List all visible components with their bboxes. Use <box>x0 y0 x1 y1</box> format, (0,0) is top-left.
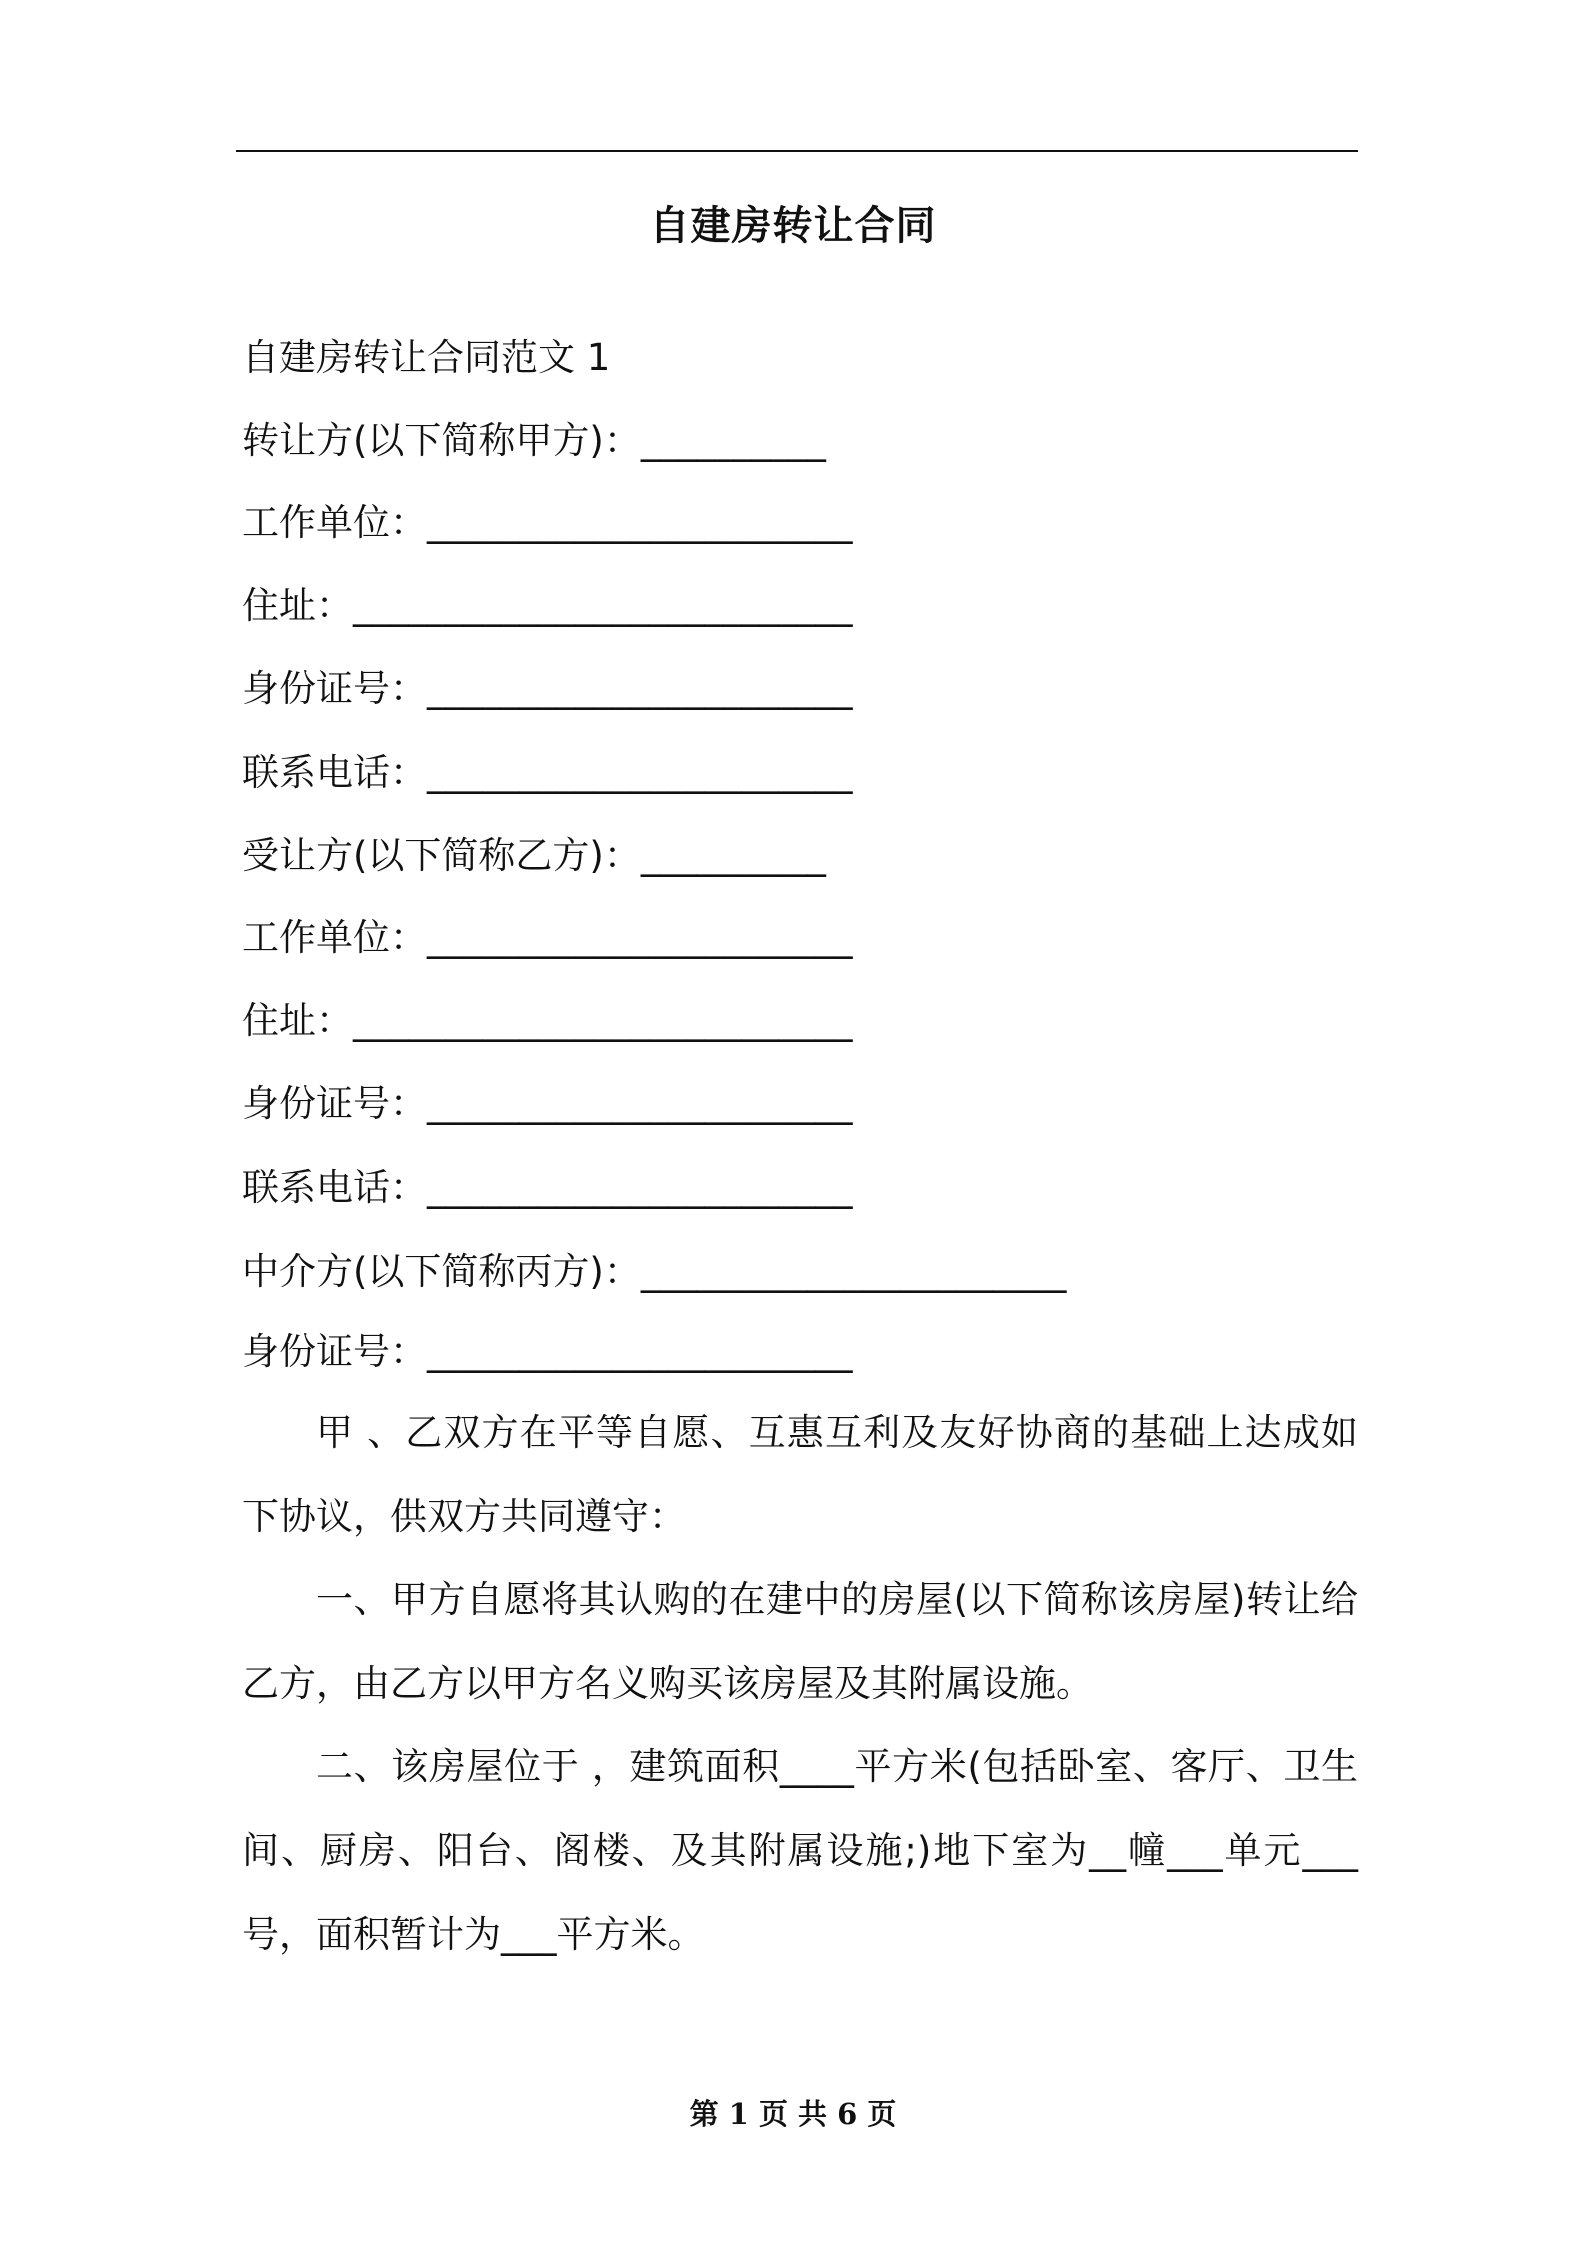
document-subtitle: 自建房转让合同范文 1 <box>242 336 611 379</box>
clause-two-paragraph: 二、该房屋位于 ，建筑面积____平方米(包括卧室、客厅、卫生间、厨房、阳台、阁楼、及其附属设施;)地下室为__幢___单元___号，面积暂计为___平方米。 <box>242 1745 1358 1956</box>
field-transferee-phone: 联系电话：_______________________ <box>242 1166 853 1209</box>
field-transferee-address: 住址：___________________________ <box>242 999 853 1042</box>
field-transferor-phone: 联系电话：_______________________ <box>242 751 853 794</box>
document-title: 自建房转让合同 <box>649 203 937 249</box>
field-transferor-employer: 工作单位：_______________________ <box>242 501 853 544</box>
field-transferee-employer: 工作单位：_______________________ <box>242 916 853 959</box>
header-rule <box>236 150 1358 152</box>
field-transferee-id-number: 身份证号：_______________________ <box>242 1082 853 1125</box>
field-intermediary-id-number: 身份证号：_______________________ <box>242 1330 853 1373</box>
clause-one-paragraph: 一、甲方自愿将其认购的在建中的房屋(以下简称该房屋)转让给乙方，由乙方以甲方名义购买该房屋及其附属设施。 <box>242 1578 1358 1705</box>
field-transferee: 受让方(以下简称乙方)：__________ <box>242 834 826 877</box>
field-intermediary: 中介方(以下简称丙方)：_______________________ <box>242 1250 1067 1293</box>
page-number-footer: 第 1 页 共 6 页 <box>689 2097 897 2131</box>
agreement-intro-paragraph: 甲 、乙双方在平等自愿、互惠互利及友好协商的基础上达成如下协议，供双方共同遵守： <box>242 1411 1358 1538</box>
field-transferor: 转让方(以下简称甲方)：__________ <box>242 419 826 462</box>
field-transferor-address: 住址：___________________________ <box>242 584 853 627</box>
field-transferor-id-number: 身份证号：_______________________ <box>242 667 853 710</box>
